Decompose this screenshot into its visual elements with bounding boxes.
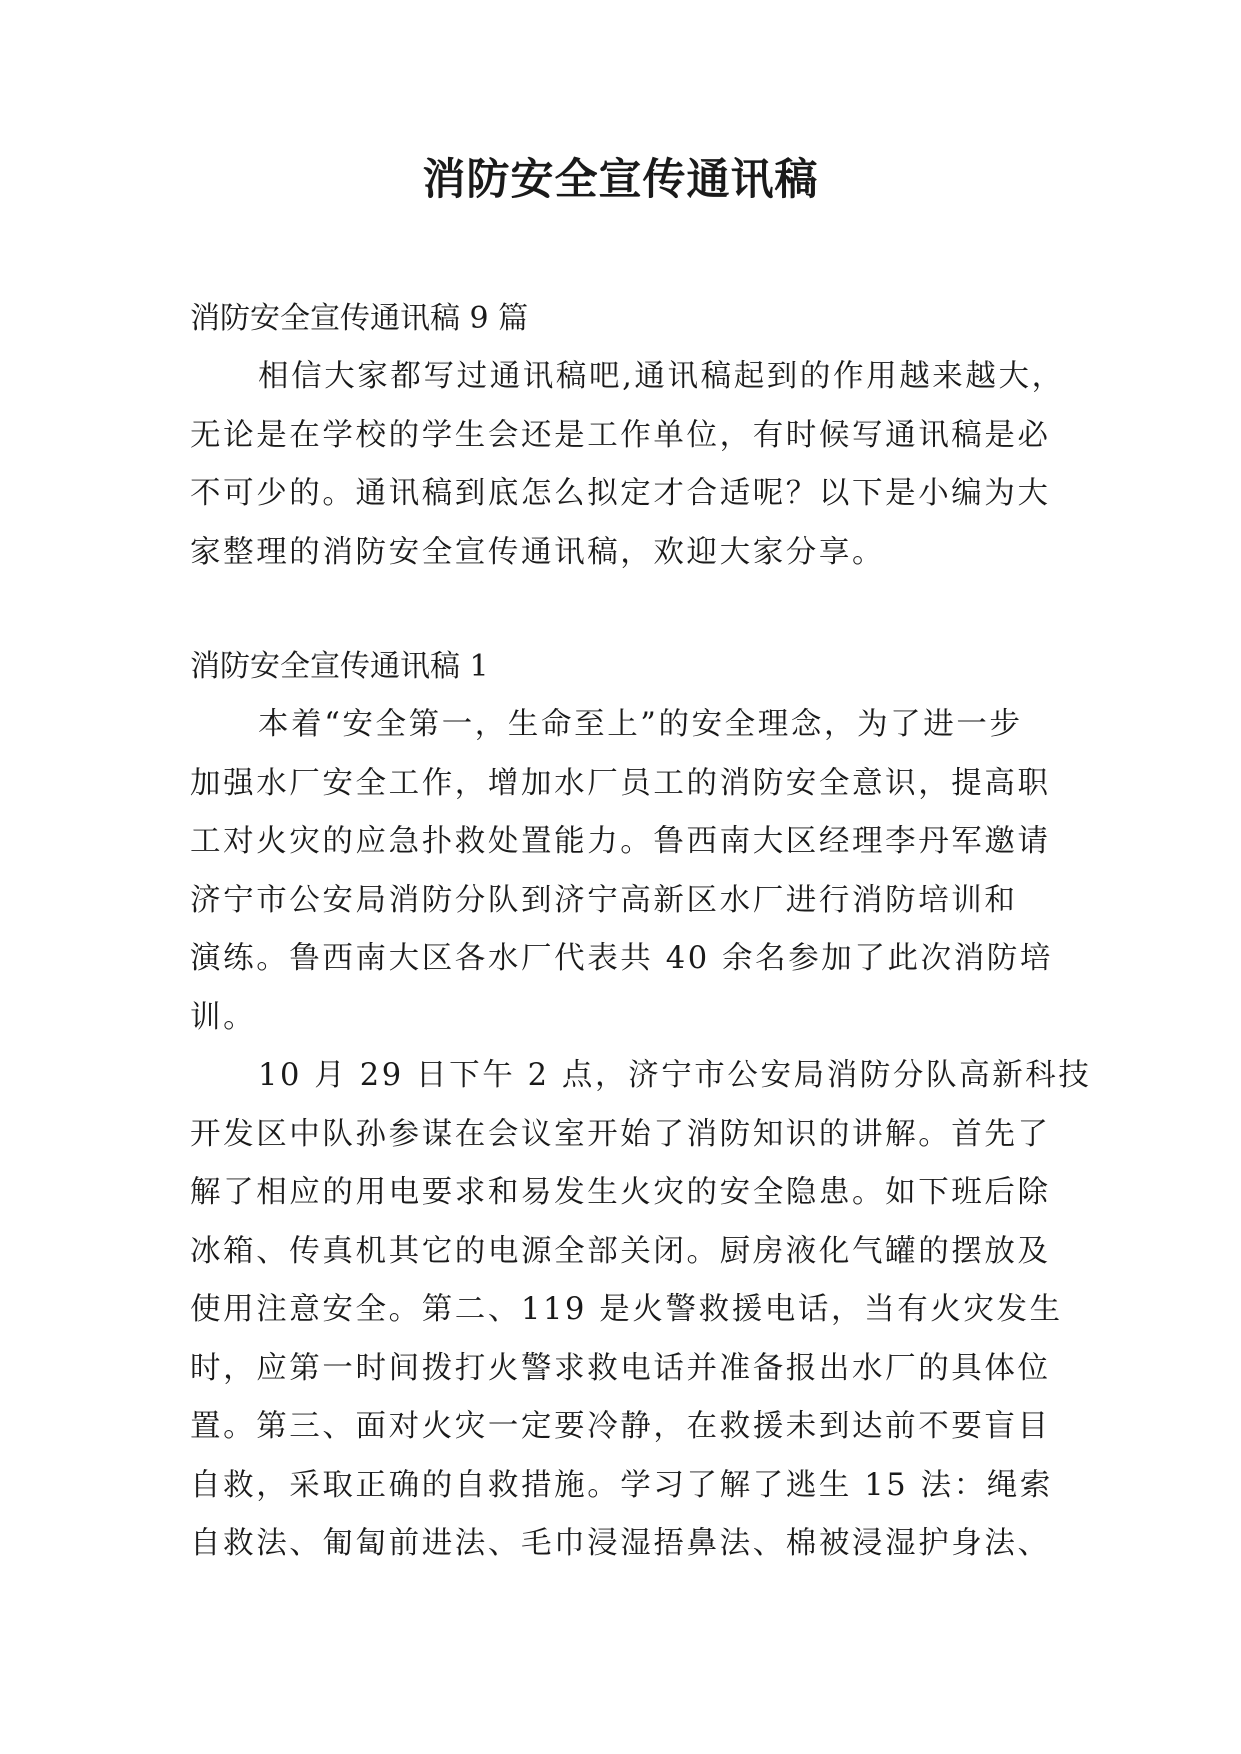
document-title: 消防安全宣传通讯稿 [422, 155, 819, 205]
paragraph-line: 训。 [190, 999, 257, 1035]
paragraph-line: 加强水厂安全工作，增加水厂员工的消防安全意识，提高职 [190, 765, 1051, 801]
paragraph-line: 本着“安全第一，生命至上”的安全理念，为了进一步 [258, 707, 1023, 742]
intro-line: 不可少的。通讯稿到底怎么拟定才合适呢？以下是小编为大 [190, 476, 1051, 511]
intro-line: 家整理的消防安全宣传通讯稿，欢迎大家分享。 [190, 534, 886, 570]
paragraph-line: 解了相应的用电要求和易发生火灾的安全隐患。如下班后除 [190, 1175, 1051, 1210]
paragraph-line: 济宁市公安局消防分队到济宁高新区水厂进行消防培训和 [190, 882, 1018, 918]
intro-line: 相信大家都写过通讯稿吧,通讯稿起到的作用越来越大， [258, 359, 1065, 394]
paragraph-line: 使用注意安全。第二、119 是火警救援电话，当有火灾发生 [190, 1292, 1063, 1327]
paragraph-line: 置。第三、面对火灾一定要冷静，在救援未到达前不要盲目 [190, 1409, 1051, 1444]
paragraph-line: 开发区中队孙参谋在会议室开始了消防知识的讲解。首先了 [190, 1116, 1051, 1152]
paragraph-line: 工对火灾的应急扑救处置能力。鲁西南大区经理李丹军邀请 [190, 824, 1051, 859]
intro-line: 无论是在学校的学生会还是工作单位，有时候写通讯稿是必 [190, 417, 1051, 453]
paragraph-line: 自救法、匍匐前进法、毛巾浸湿捂鼻法、棉被浸湿护身法、 [190, 1526, 1051, 1561]
section1-paragraph-1 [190, 696, 1060, 1047]
section-heading: 消防安全宣传通讯稿 1 [190, 649, 489, 684]
paragraph-gap [190, 582, 1060, 638]
paragraph-line: 时，应第一时间拨打火警求救电话并准备报出水厂的具体位 [190, 1350, 1051, 1386]
section1-paragraph-2 [190, 1047, 1092, 1574]
document-body [190, 290, 1092, 1574]
intro-paragraph [190, 348, 1065, 582]
paragraph-line: 演练。鲁西南大区各水厂代表共 40 余名参加了此次消防培 [190, 941, 1053, 976]
collection-heading: 消防安全宣传通讯稿 9 篇 [190, 301, 529, 336]
paragraph-line: 自救，采取正确的自救措施。学习了解了逃生 15 法：绳索 [190, 1467, 1053, 1503]
paragraph-line: 10 月 29 日下午 2 点，济宁市公安局消防分队高新科技 [258, 1058, 1092, 1093]
paragraph-line: 冰箱、传真机其它的电源全部关闭。厨房液化气罐的摆放及 [190, 1233, 1051, 1269]
